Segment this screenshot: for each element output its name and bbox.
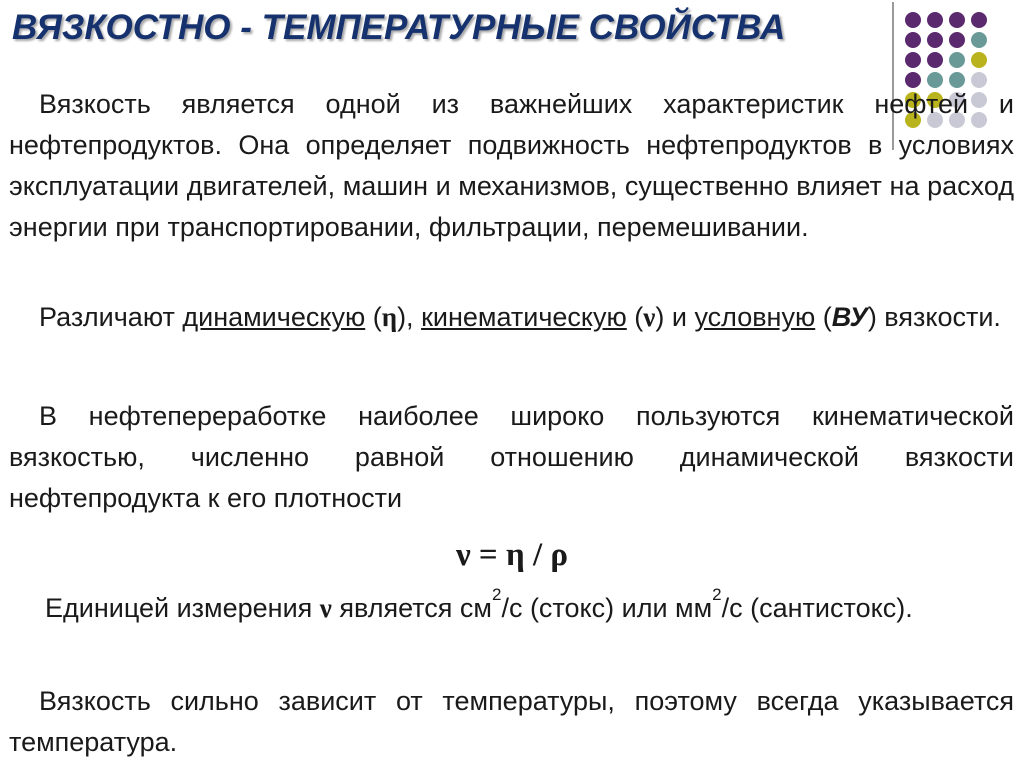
paragraph-text: Вязкость является одной из важнейших характеристик нефтей и нефтепродуктов. Она определяет подвижность нефтепродуктов в условиях эксплуатации двигателей, машин и механизмов, существенно влияет на расход энергии при транспортировании, фильтрации, перемешивании. xyxy=(9,89,1014,242)
decorative-dot xyxy=(905,32,921,48)
eta-symbol: η xyxy=(381,302,398,332)
kinematic-term: кинематическую xyxy=(421,302,627,332)
text: Единицей измерения xyxy=(45,593,320,623)
paragraph-viscosity-types xyxy=(9,297,1014,338)
superscript: 2 xyxy=(491,585,502,604)
paragraph-text: Вязкость сильно зависит от температуры, поэтому всегда указывается температура. xyxy=(9,686,1014,757)
decorative-dot xyxy=(971,32,987,48)
decorative-dot xyxy=(971,12,987,28)
decorative-dot xyxy=(927,12,943,28)
text: является см xyxy=(331,593,492,623)
decorative-dot xyxy=(949,12,965,28)
text: ( xyxy=(815,302,832,332)
decorative-dot xyxy=(927,32,943,48)
conditional-term: условную xyxy=(694,302,816,332)
paragraph-text: В нефтепереработке наиболее широко пользуются кинематической вязкостью, численно равной отношению динамической вязкости нефтепродукта к его плотности xyxy=(9,401,1014,513)
decorative-dot xyxy=(971,52,987,68)
text: /с (стокс) или мм xyxy=(501,593,713,623)
decorative-dot xyxy=(949,32,965,48)
superscript: 2 xyxy=(712,585,722,604)
nu-symbol: ν xyxy=(643,302,656,332)
decorative-dot xyxy=(905,52,921,68)
text: ) вязкости. xyxy=(867,302,1001,332)
formula-kinematic-viscosity: ν = η / ρ xyxy=(455,537,569,573)
text: ), xyxy=(397,302,422,332)
text: Различают xyxy=(39,302,183,332)
text: /с (сантистокс). xyxy=(721,593,913,623)
paragraph-kinematic xyxy=(9,396,1014,519)
page-title: ВЯЗКОСТНО - ТЕМПЕРАТУРНЫЕ СВОЙСТВА xyxy=(12,8,786,47)
vu-abbreviation: ВУ xyxy=(831,302,868,332)
nu-symbol: ν xyxy=(319,593,332,623)
dynamic-term: динамическую xyxy=(182,302,366,332)
text: ( xyxy=(365,302,382,332)
paragraph-units xyxy=(9,585,1014,629)
decorative-dot xyxy=(905,12,921,28)
text: ) и xyxy=(655,302,695,332)
decorative-dot xyxy=(949,52,965,68)
paragraph-viscosity-intro xyxy=(9,84,1014,248)
paragraph-temperature xyxy=(9,681,1014,763)
text: ( xyxy=(626,302,644,332)
decorative-dot xyxy=(927,52,943,68)
